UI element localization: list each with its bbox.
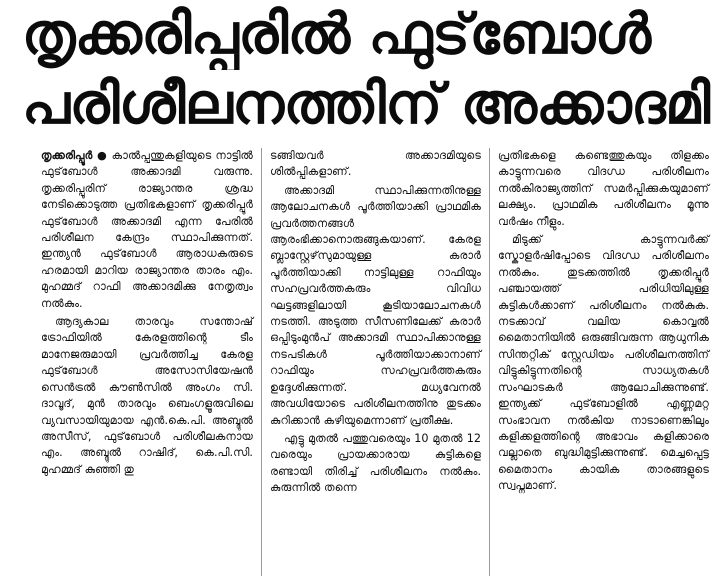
dateline: തൃക്കരിപ്പൂർ ●: [41, 149, 108, 162]
headline-line-2: പരിശീലനത്തിന് അക്കാദമി: [22, 72, 710, 137]
paragraph: പ്രതിഭകളെ കണ്ടെത്തുകയും തിളക്കം കാട്ടുന്നവരെ വിദഗ്ധ പരിശീലനം നൽകിരാജ്യത്തിന് സമർപ്പിക്കുകയുമാണ് ലക്ഷ്യം. പ്രാഥമിക പരിശീലനം മൂന്നു വർഷം നീളും.: [498, 149, 709, 228]
paragraph: മിടുക്ക് കാട്ടുന്നവർക്ക് സ്കോളർഷിപ്പോടെ വിദഗ്ധ പരിശീലനം നൽകും. തുടക്കത്തിൽ തൃക്കരിപ്പൂർ പഞ്ചായത്ത് പരിധിയിലുള്ള കുട്ടികൾക്കാണ് പരിശീലനം നൽകുക. നടക്കാവ് വലിയ കൊവ്വൽ മൈതാനിയിൽ ഒരുങ്ങിവരുന്ന ആധുനിക സിന്തറ്റിക് സ്റ്റേഡിയം പരിശീലനത്തിന് വിട്ടുകിട്ടുന്നതിന്റെ സാധ്യതകൾ സംഘാടകർ ആലോചിക്കുന്നുണ്ട്. ഇന്ത്യക്ക് ഫുട്‌ബോളിൽ എണ്ണമറ്റ സംഭാവന നൽകിയ നാടാണെങ്കിലും കളിക്കളത്തിന്റെ അഭാവം കളിക്കാരെ വല്ലാതെ ബുദ്ധിമുട്ടിക്കുന്നുണ്ട്. മെച്ചപ്പെട്ട മൈതാനം കായിക താരങ്ങളുടെ സ്വപ്നമാണ്.: [498, 233, 709, 493]
paragraph-text: കാൽപ്പന്തുകളിയുടെ നാട്ടിൽ ഫുട്‌ബോൾ അക്കാദമി വരുന്നു. തൃക്കരിപ്പൂരിന് രാജ്യാന്തര ശ്രദ്ധ നേടിക്കൊടുത്ത പ്രതിഭകളാണ് തൃക്കരിപ്പൂർ ഫുട്‌ബോൾ അക്കാദമി എന്ന പേരിൽ പരിശീലന കേന്ദ്രം സ്ഥാപിക്കുന്നത്. ഇന്ത്യൻ ഫുട്‌ബോൾ ആരാധകരുടെ ഹരമായി മാറിയ രാജ്യാന്തര താരം എം. മുഹമ്മദ് റാഫി അക്കാദമിക്കു നേതൃത്വം നൽകും.: [41, 149, 253, 310]
headline-line-1: തൃക്കരിപ്പൂരിൽ ഫുട്‌ബോൾ: [22, 2, 651, 67]
column-2: [261, 148, 489, 576]
column-1: [33, 148, 261, 576]
column-3: [489, 148, 717, 576]
paragraph: ടങ്ങിയവർ അക്കാദമിയുടെ ശിൽപ്പികളാണ്.: [270, 149, 481, 179]
paragraph: ആദ്യകാല താരവും സന്തോഷ് ട്രോഫിയിൽ കേരളത്തിന്റെ ടീം മാനേജരുമായി പ്രവർത്തിച്ച കേരള ഫുട്‌ബോൾ അസോസിയേഷൻ സെൻട്രൽ കൗൺസിൽ അംഗം സി. ദാവൂദ്, മുൻ താരവും ബെംഗളൂരുവിലെ വ്യവസായിയുമായ എൻ.കെ.പി. അബ്ദുൽ അസീസ്, ഫുട്‌ബോൾ പരിശീലകനായ എം. അബ്ദുൽ റാഷിദ്, കെ.പി.സി. മുഹമ്മദ് കുഞ്ഞി തു: [41, 315, 253, 476]
paragraph: [41, 148, 253, 312]
paragraph: എട്ടു മുതൽ പത്തുവരെയും 10 മുതൽ 12 വരെയും പ്രായക്കാരായ കുട്ടികളെ രണ്ടായി തിരിച്ച് പരിശീലനം നൽകും. കുരുന്നിൽ തന്നെ: [270, 431, 481, 495]
paragraph: അക്കാദമി സ്ഥാപിക്കുന്നതിനുള്ള ആലോചനകൾ പൂർത്തിയാക്കി പ്രാഥമിക പ്രവർത്തനങ്ങൾ ആരംഭിക്കാനൊരുങ്ങുകയാണ്. കേരള ബ്ലാസ്റ്റേഴ്‌സുമായുള്ള കരാർ പൂർത്തിയാക്കി നാട്ടിലുള്ള റാഫിയും സഹപ്രവർത്തകരും വിവിധ ഘട്ടങ്ങളിലായി കൂടിയാലോചനകൾ നടത്തി. അടുത്ത സീസണിലേക്ക് കരാർ ഒപ്പിടുംമുൻപ് അക്കാദമി സ്ഥാപിക്കാനുള്ള നടപടികൾ പൂർത്തിയാക്കാനാണ് റാഫിയും സഹപ്രവർത്തകരും ഉദ്ദേശിക്കുന്നത്. മധ്യവേനൽ അവധിയോടെ പരിശീലനത്തിനു തുടക്കം കുറിക്കാൻ കഴിയുമെന്നാണ് പ്രതീക്ഷ.: [270, 183, 481, 427]
headline: [22, 0, 712, 140]
article-body: [33, 148, 718, 576]
